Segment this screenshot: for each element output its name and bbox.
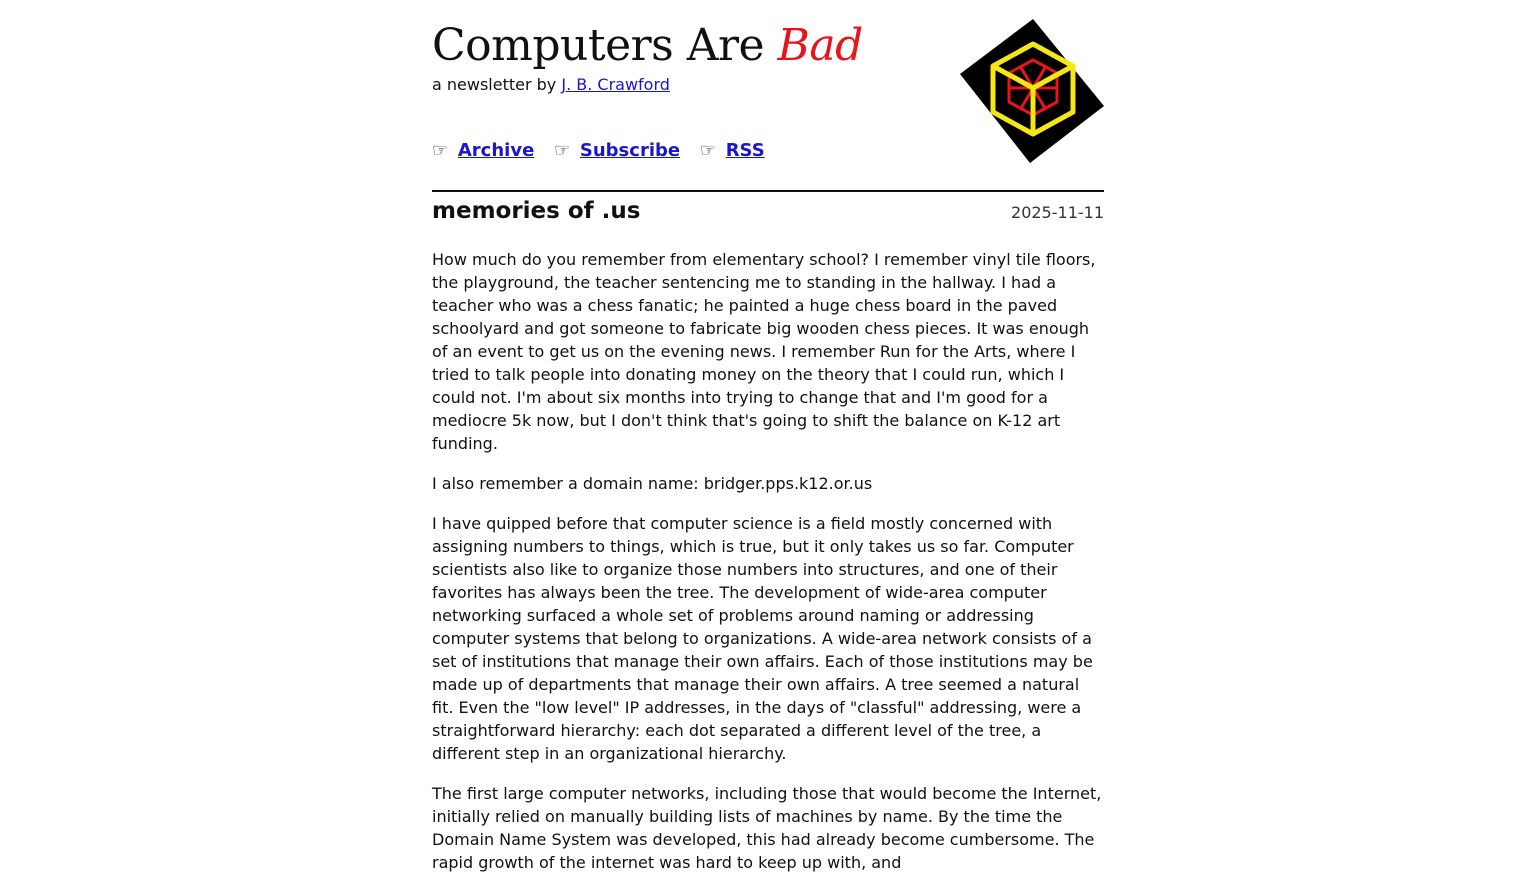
byline-prefix: a newsletter by: [432, 75, 562, 94]
subscribe-link[interactable]: Subscribe: [579, 140, 681, 161]
nav-item-archive: [432, 139, 534, 163]
post-body: [432, 248, 1104, 874]
author-link[interactable]: J. B. Crawford: [561, 75, 670, 94]
site-title-main: Computers Are: [432, 20, 778, 71]
post-paragraph: I also remember a domain name: bridger.pps.k12.or.us: [432, 474, 873, 493]
post-paragraph: I have quipped before that computer science is a field mostly concerned with assigning numbers to things, which is true, but it only takes us so far. Computer scientists also like to organize those numbers into structures, and one of their favorites has always been the tree. The development of wide-area computer networking surfaced a whole set of problems around naming or addressing computer systems that belong to organizations. A wide-area network consists of a set of institutions that manage their own affairs. Each of those institutions may be made up of departments that manage their own affairs. A tree seemed a natural fit. Even the "low level" IP addresses, in the days of "classful" addressing, were a straightforward hierarchy: each dot separated a different level of the tree, a different step in an organizational hierarchy.: [432, 514, 1093, 763]
pointing-hand-icon: ☞: [432, 140, 449, 161]
post-title: memories of .us: [432, 198, 641, 224]
pointing-hand-icon: ☞: [699, 140, 716, 161]
post-date: 2025-11-11: [1011, 203, 1104, 222]
site-logo-icon: [960, 18, 1104, 164]
page: [432, 0, 1104, 891]
site-title: [432, 18, 863, 74]
rss-link[interactable]: RSS: [725, 140, 765, 161]
post-paragraph: How much do you remember from elementary school? I remember vinyl tile floors, the playground, the teacher sentencing me to standing in the hallway. I had a teacher who was a chess fanatic; he painted a huge chess board in the paved schoolyard and got someone to fabricate big wooden chess pieces. It was enough of an event to get us on the evening news. I remember Run for the Arts, where I tried to talk people into donating money on the theory that I could run, which I could not. I'm about six months into trying to change that and I'm good for a mediocre 5k now, but I don't think that's going to shift the balance on K-12 art funding.: [432, 250, 1096, 453]
byline: [432, 75, 670, 95]
pointing-hand-icon: ☞: [554, 140, 571, 161]
nav-item-rss: [700, 139, 765, 163]
nav-item-subscribe: [554, 139, 680, 163]
post-header: [432, 192, 1104, 238]
site-title-accent: Bad: [777, 20, 863, 71]
main-nav: [432, 139, 779, 163]
archive-link[interactable]: Archive: [457, 140, 535, 161]
site-header: [432, 0, 1104, 192]
post-paragraph: The first large computer networks, including those that would become the Internet, initially relied on manually building lists of machines by name. By the time the Domain Name System was developed, this had already become cumbersome. The rapid growth of the internet was hard to keep up with, and: [432, 784, 1102, 872]
